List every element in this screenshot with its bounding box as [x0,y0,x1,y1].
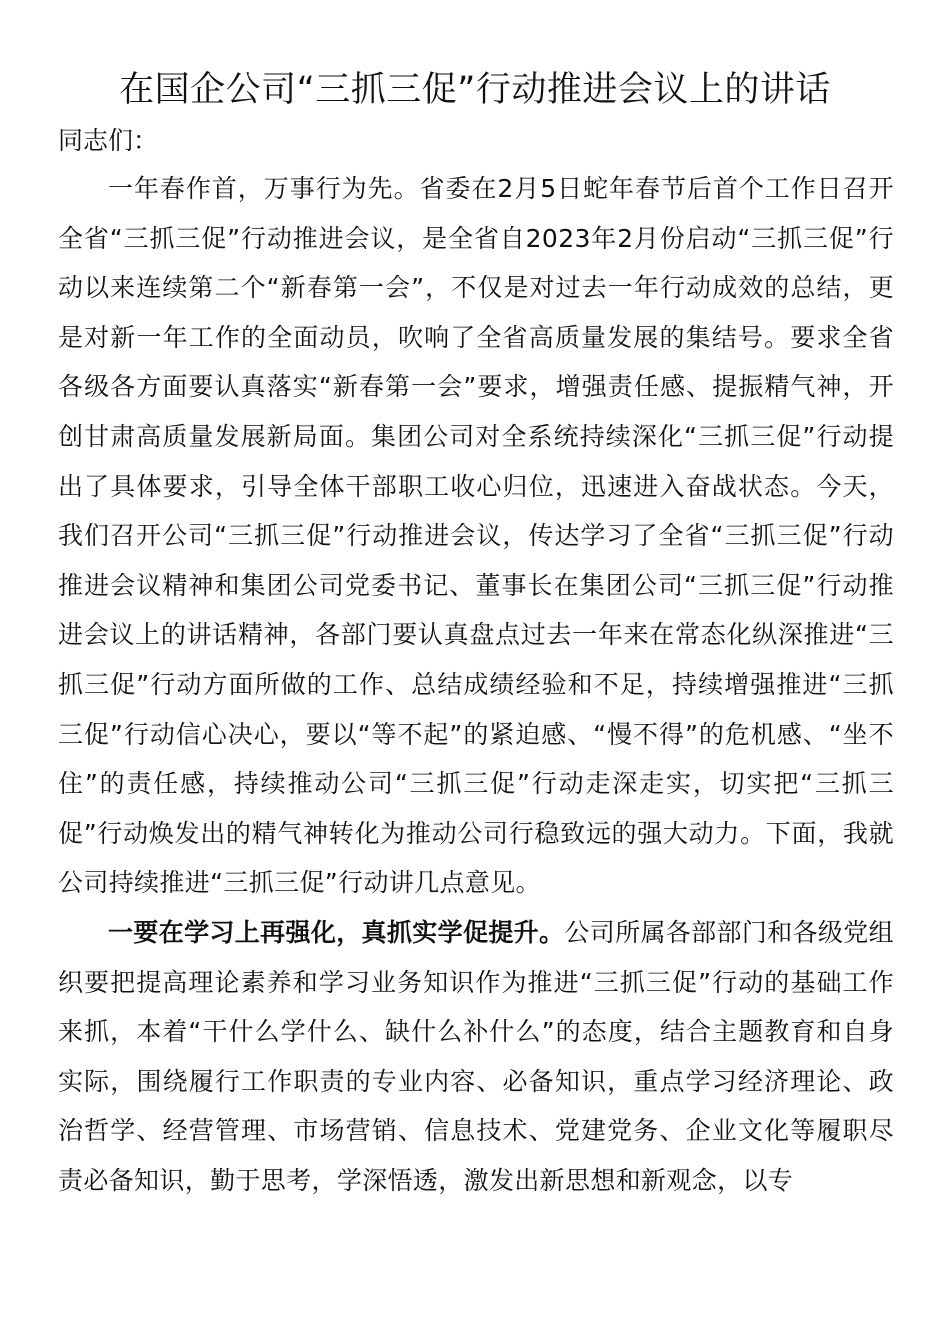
paragraph-text: 一年春作首，万事行为先。省委在2月5日蛇年春节后首个工作日召开全省“三抓三促”行动推进会议，是全省自2023年2月份启动“三抓三促”行动以来连续第二个“新春第一会”，不仅是对过去一年行动成效的总结，更是对新一年工作的全面动员，吹响了全省高质量发展的集结号。要求全省各级各方面要认真落实“新春第一会”要求，增强责任感、提振精气神，开创甘肃高质量发展新局面。集团公司对全系统持续深化“三抓三促”行动提出了具体要求，引导全体干部职工收心归位，迅速进入奋战状态。今天，我们召开公司“三抓三促”行动推进会议，传达学习了全省“三抓三促”行动推进会议精神和集团公司党委书记、董事长在集团公司“三抓三促”行动推进会议上的讲话精神，各部门要认真盘点过去一年来在常态化纵深推进“三抓三促”行动方面所做的工作、总结成绩经验和不足，持续增强推进“三抓三促”行动信心决心，要以“等不起”的紧迫感、“慢不得”的危机感、“坐不住”的责任感，持续推动公司“三抓三促”行动走深走实，切实把“三抓三促”行动焕发出的精气神转化为推动公司行稳致远的强大动力。下面，我就公司持续推进“三抓三促”行动讲几点意见。 [58,174,894,898]
paragraph-opening [58,164,894,908]
paragraph-lead: 一要在学习上再强化，真抓实学促提升。 [108,917,565,947]
document-body [58,164,894,1205]
salutation: 同志们： [58,126,159,155]
paragraph-study [58,908,894,1206]
paragraph-text: 公司所属各部部门和各级党组织要把提高理论素养和学习业务知识作为推进“三抓三促”行动的基础工作来抓，本着“干什么学什么、缺什么补什么”的态度，结合主题教育和自身实际，围绕履行工作职责的专业内容、必备知识，重点学习经济理论、政治哲学、经营管理、市场营销、信息技术、党建党务、企业文化等履职尽责必备知识，勤于思考，学深悟透，激发出新思想和新观念，以专 [58,917,894,1195]
document-title: 在国企公司“三抓三促”行动推进会议上的讲话 [119,70,831,110]
